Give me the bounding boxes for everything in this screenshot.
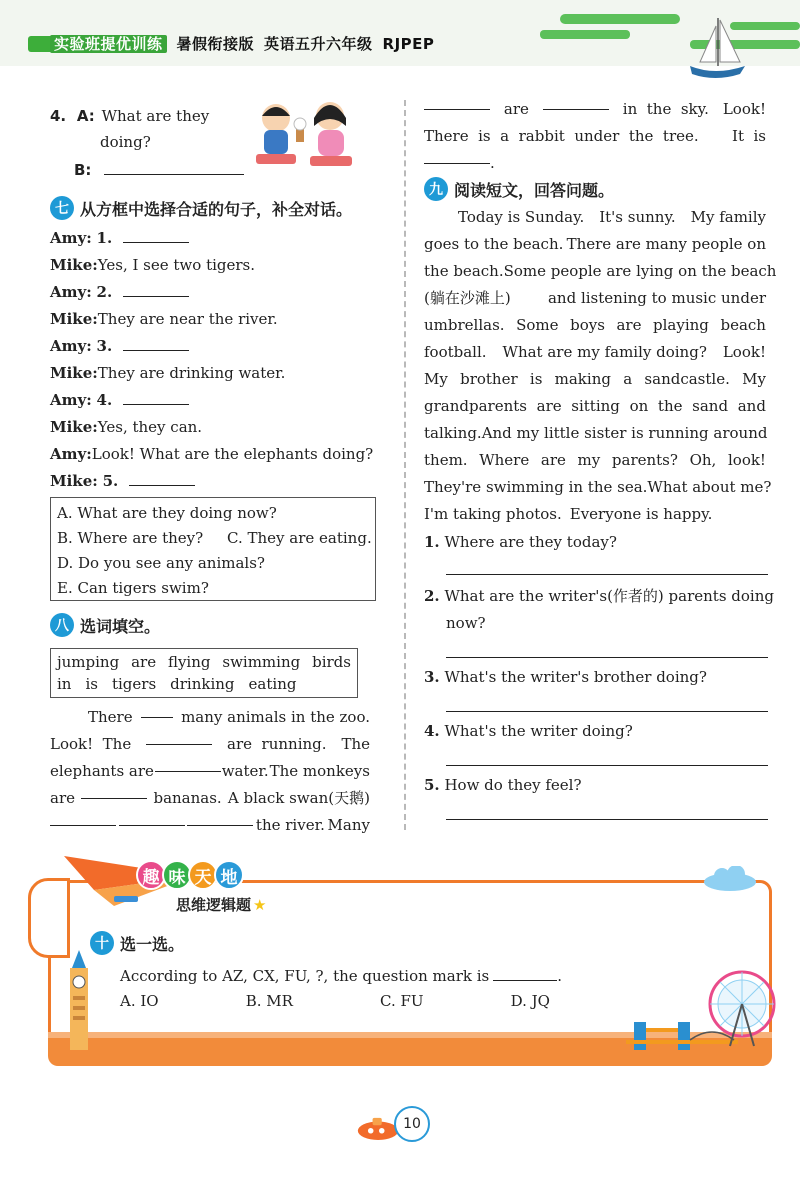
fill-line-3: elephants are water. The monkeys [50,758,370,785]
reading-line-8: grandparents are sitting on the sand and [424,397,766,415]
header-subject: 英语五升六年级 [264,35,373,53]
q4-number: 4. [50,107,67,125]
page-number-badge [356,1106,436,1146]
children-eating-illustration [250,96,360,181]
header-title [50,33,434,54]
fill-blank-10[interactable] [424,150,490,164]
logic-option-c[interactable]: C. FU [380,992,424,1010]
reading-question-5: 5. How do they feel? [424,776,582,794]
logic-options [120,992,550,1010]
clock-tower-icon [62,950,96,1050]
fill-blank-7[interactable] [187,812,253,826]
q4-a-text-2: doing? [100,133,151,151]
fill-line-1: There many animals in the zoo. [50,704,370,731]
page-header [0,0,800,86]
logic-option-a[interactable]: A. IO [120,992,159,1010]
fill-blank-2[interactable] [146,731,212,745]
option-a: A. What are they doing now? [57,504,277,522]
word-bank-row-2: in is tigers drinking eating [57,675,297,693]
section-10-heading [90,930,184,956]
reading-question-3: 3. What's the writer's brother doing? [424,668,707,686]
dialog-line-9: Amy:Look! What are the elephants doing? [50,445,374,463]
logic-option-d[interactable]: D. JQ [510,992,550,1010]
fill-blank-8[interactable] [424,96,490,110]
dialog-blank-5[interactable] [129,472,195,486]
section-10-title: 选一选。 [120,934,185,954]
q4-b-label: B: [74,161,92,179]
dialog-line-7: Amy: 4. [50,390,189,410]
dialog-blank-3[interactable] [123,337,189,351]
answer-line-2[interactable] [446,657,768,658]
answer-line-3[interactable] [446,711,768,712]
dialog-blank-2[interactable] [123,283,189,297]
reading-line-9: talking. And my little sister is running around [424,424,768,442]
reading-question-2-cont: now? [446,614,486,632]
q4-a-label: A: [76,107,95,125]
ferris-wheel-icon [702,968,782,1048]
q4-b-line [74,160,244,180]
section-8-title: 选词填空。 [80,616,161,636]
section-9-title: 阅读短文，回答问题。 [454,180,615,200]
reading-line-12: I'm taking photos. Everyone is happy. [424,505,713,523]
header-brand: 实验班提优训练 [50,35,167,53]
fill-line-2: Look! The are running. The [50,731,370,758]
fill-passage-left [50,704,370,839]
fun-title-char-2: 味 [162,860,192,890]
fun-title-char-3: 天 [188,860,218,890]
section-10-badge: 十 [90,931,114,955]
star-icon: ★ [253,896,267,914]
reading-passage [424,204,777,528]
reading-line-1: Today is Sunday. It's sunny. My family [458,208,766,226]
dialog-line-5: Amy: 3. [50,336,189,356]
answer-line-5[interactable] [446,819,768,820]
sailboat-icon [540,0,800,86]
option-b-c: B. Where are they? C. They are eating. [57,529,372,547]
fun-title-char-4: 地 [214,860,244,890]
fill-blank-6[interactable] [119,812,185,826]
section-8-heading [50,612,160,638]
fun-corner-banner [28,860,778,1070]
column-divider [404,100,406,830]
reading-question-2: 2. What are the writer's(作者的) parents doing [424,587,774,605]
reading-line-3: the beach. Some people are lying on the beach [424,262,777,280]
fill-blank-3[interactable] [155,758,221,772]
reading-question-4: 4. What's the writer doing? [424,722,633,740]
fill-line-6: are in the sky. Look! [424,96,766,123]
dialog-line-1: Amy: 1. [50,228,189,248]
word-bank [50,648,358,698]
fill-line-4: are bananas. A black swan(天鹅) [50,785,370,812]
reading-line-7: My brother is making a sandcastle. My [424,370,766,388]
word-bank-row-1: jumping are flying swimming birds [57,653,351,671]
logic-question-text: According to AZ, CX, FU, ?, the question mark is . [120,967,563,985]
q4-a-text-1: What are they [101,107,210,125]
reading-line-4: (躺在沙滩上) and listening to music under [424,289,766,307]
dialog-blank-4[interactable] [123,391,189,405]
option-d: D. Do you see any animals? [57,554,265,572]
section-8-badge: 八 [50,613,74,637]
fill-passage-right [424,96,766,177]
section-9-heading [424,176,614,202]
section-7-title: 从方框中选择合适的句子，补全对话。 [80,199,353,219]
section-9-badge: 九 [424,177,448,201]
dialog-line-4: Mike:They are near the river. [50,310,278,328]
option-e: E. Can tigers swim? [57,579,209,597]
answer-line-4[interactable] [446,765,768,766]
dialog-line-3: Amy: 2. [50,282,189,302]
section-7-heading [50,195,352,221]
q4-a-line [50,106,209,126]
fun-title-char-1: 趣 [136,860,166,890]
dialog-line-6: Mike:They are drinking water. [50,364,286,382]
reading-line-2: goes to the beach. There are many people on [424,235,766,253]
section-7-badge: 七 [50,196,74,220]
fill-blank-4[interactable] [81,785,147,799]
reading-line-10: them. Where are my parents? Oh, look! [424,451,766,469]
fill-line-8: . [424,150,766,177]
fill-blank-1[interactable] [141,704,173,718]
options-box [50,497,376,601]
fill-line-5: the river. Many [50,812,370,839]
fill-blank-5[interactable] [50,812,116,826]
answer-line-1[interactable] [446,574,768,575]
fill-line-7: There is a rabbit under the tree. It is [424,127,766,145]
dialog-blank-1[interactable] [123,229,189,243]
fun-title [136,860,240,890]
reading-line-5: umbrellas. Some boys are playing beach [424,316,766,334]
logic-answer-blank[interactable] [493,967,557,981]
page-number: 10 [394,1106,430,1142]
reading-question-1: 1. Where are they today? [424,533,617,551]
fill-blank-9[interactable] [543,96,609,110]
logic-option-b[interactable]: B. MR [245,992,293,1010]
header-edition: 暑假衔接版 [176,35,255,53]
cloud-icon [700,866,760,892]
header-code: RJPEP [382,35,435,53]
reading-line-11: They're swimming in the sea. What about me? [424,478,772,496]
dialog-line-10: Mike: 5. [50,471,195,491]
q4-answer-blank[interactable] [104,161,244,175]
dialog-line-2: Mike:Yes, I see two tigers. [50,256,256,274]
dialog-line-8: Mike:Yes, they can. [50,418,203,436]
reading-line-6: football. What are my family doing? Look! [424,343,766,361]
fun-subtitle: 思维逻辑题 ★ [176,896,267,914]
